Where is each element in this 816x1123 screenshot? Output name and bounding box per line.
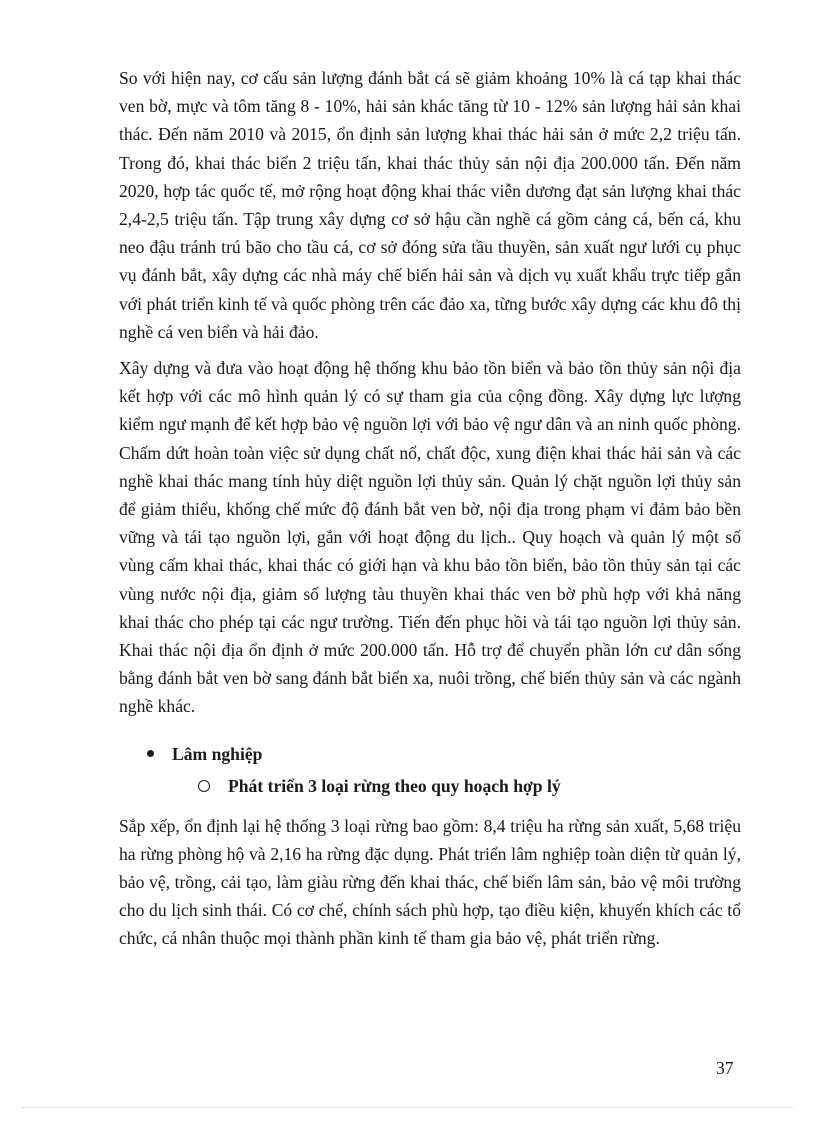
paragraph-marine-conservation: Xây dựng và đưa vào hoạt động hệ thống khu bảo tồn biển và bảo tồn thủy sản nội địa kết hợp với các mô hình quản lý có sự tham gia của cộng đồng. Xây dựng lực lượng kiểm ngư mạnh để kết hợp bảo vệ nguồn lợi với bảo vệ ngư dân và an ninh quốc phòng. Chấm dứt hoàn toàn việc sử dụng chất nổ, chất độc, xung điện khai thác hải sản và các nghề khai thác mang tính hủy diệt nguồn lợi thủy sản. Quản lý chặt nguồn lợi thủy sản để giảm thiểu, khống chế mức độ đánh bắt ven bờ, nội địa trong phạm vi đảm bảo bền vững và tái tạo nguồn lợi, gắn với hoạt động du lịch.. Quy hoạch và quản lý một số vùng cấm khai thác, khai thác có giới hạn và khu bảo tồn biển, bảo tồn thủy sản tại các vùng nước nội địa, giảm số lượng tàu thuyền khai thác ven bờ phù hợp với khả năng khai thác cho phép tại các ngư trường. Tiến đến phục hồi và tái tạo nguồn lợi thủy sản. Khai thác nội địa ổn định ở mức 200.000 tấn. Hỗ trợ để chuyển phần lớn cư dân sống bằng đánh bắt ven bờ sang đánh bắt biển xa, nuôi trồng, chế biến thủy sản và các ngành nghề khác. [119,358,741,717]
heading-forestry-label: Lâm nghiệp [172,743,263,764]
subbullet-heading-forest-types [119,772,741,800]
subheading-forest-types-label: Phát triển 3 loại rừng theo quy hoạch hợp lý [228,775,561,796]
bullet-heading-forestry [119,740,741,768]
bullet-circle-icon [198,780,210,792]
page-number: 37 [716,1058,734,1078]
page-content [119,64,741,953]
bullet-dot-icon [147,750,154,757]
page-bottom-divider [22,1107,794,1108]
paragraph-forest-planning: Sắp xếp, ổn định lại hệ thống 3 loại rừng bao gồm: 8,4 triệu ha rừng sản xuất, 5,68 triệu ha rừng phòng hộ và 2,16 ha rừng đặc dụng. Phát triển lâm nghiệp toàn diện từ quản lý, bảo vệ, trồng, cải tạo, làm giàu rừng đến khai thác, chế biến lâm sản, bảo vệ môi trường cho du lịch sinh thái. Có cơ chế, chính sách phù hợp, tạo điều kiện, khuyến khích các tổ chức, cá nhân thuộc mọi thành phần kinh tế tham gia bảo vệ, phát triển rừng. [119,815,741,949]
paragraph-fisheries-output: So với hiện nay, cơ cấu sản lượng đánh bắt cá sẽ giảm khoảng 10% là cá tạp khai thác ven bờ, mực và tôm tăng 8 - 10%, hải sản khác tăng từ 10 - 12% sản lượng hải sản khai thác. Đến năm 2010 và 2015, ổn định sản lượng khai thác hải sản ở mức 2,2 triệu tấn. Trong đó, khai thác biển 2 triệu tấn, khai thác thủy sản nội địa 200.000 tấn. Đến năm 2020, hợp tác quốc tế, mở rộng hoạt động khai thác viễn dương đạt sản lượng khai thác 2,4-2,5 triệu tấn. Tập trung xây dựng cơ sở hậu cần nghề cá gồm cảng cá, bến cá, khu neo đậu tránh trú bão cho tầu cá, cơ sở đóng sửa tầu thuyền, sản xuất ngư lưới cụ phục vụ đánh bắt, xây dựng các nhà máy chế biến hải sản và dịch vụ xuất khẩu trực tiếp gắn với phát triển kinh tế và quốc phòng trên các đảo xa, từng bước xây dựng các khu đô thị nghề cá ven biển và hải đảo. [119,68,741,342]
